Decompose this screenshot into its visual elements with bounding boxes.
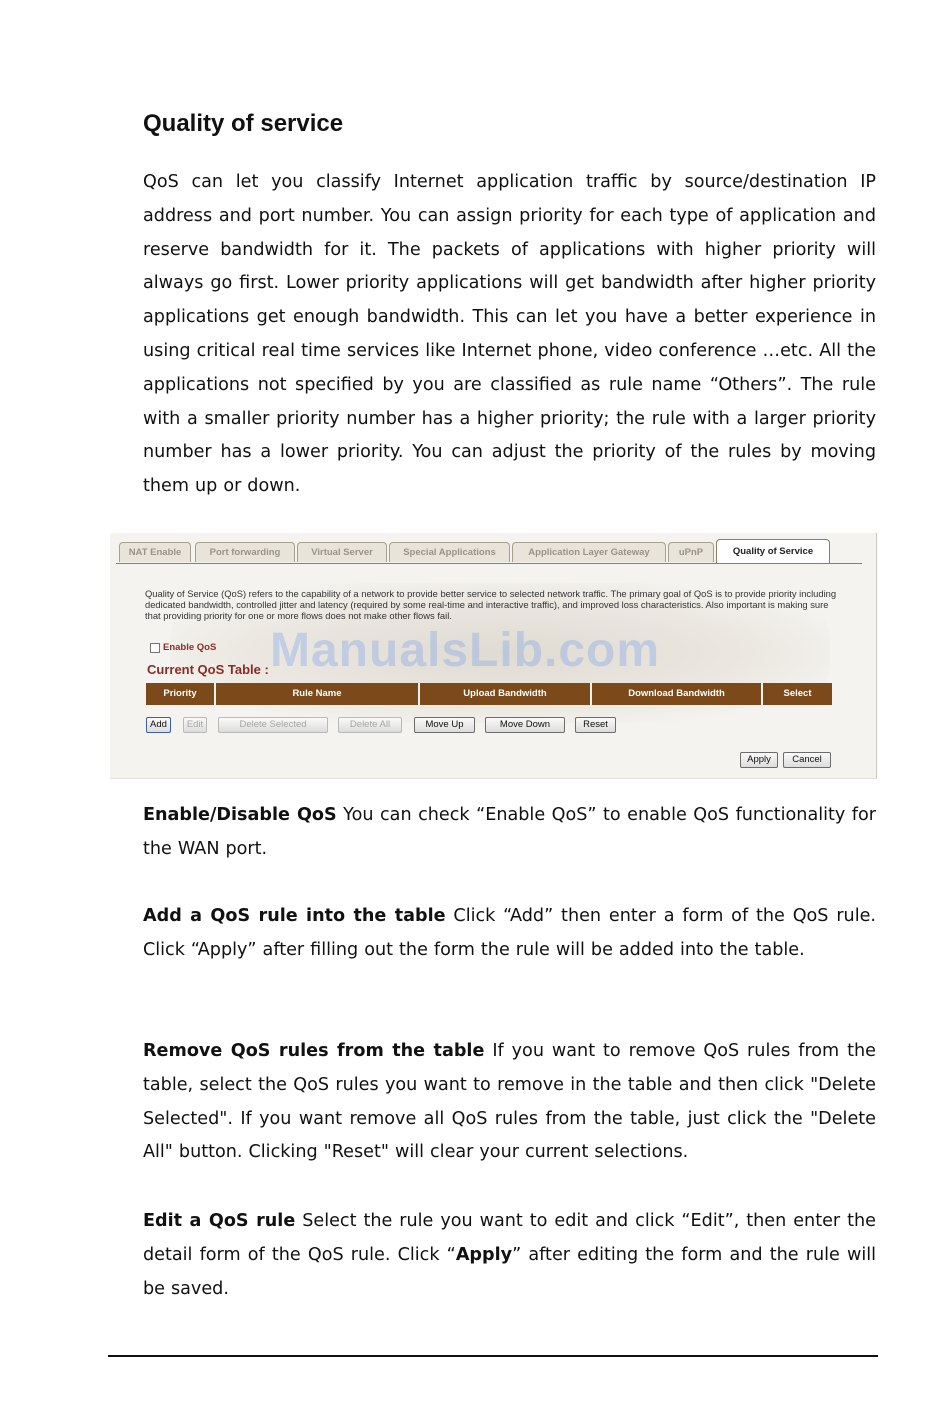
intro-paragraph: QoS can let you classify Internet application traffic by source/destination IP address and port number. You can assign priority for each type of application and reserve bandwidth for it. The packets of applications with higher priority will always go first. Lower priority applications will get bandwidth after higher priority applications get enough bandwidth. This can let you have a better experience in using critical real time services like Internet phone, video conference …etc. All the applications not specified by you are classified as rule name “Others”. The rule with a smaller priority number has a higher priority; the rule with a larger priority number has a lower priority. You can adjust the priority of the rules by moving them up or down. [143, 172, 876, 497]
apply-emphasis: Apply [455, 1244, 513, 1265]
tab-quality-of-service[interactable]: Quality of Service [716, 539, 830, 563]
column-download-bandwidth: Download Bandwidth [592, 683, 763, 705]
section-text-end: ” after editing the form and the rule will be saved. [143, 1244, 876, 1299]
delete-selected-button[interactable]: Delete Selected [218, 717, 328, 733]
tab-special-applications[interactable]: Special Applications [389, 542, 510, 562]
section-text: If you want to remove QoS rules from the table, select the QoS rules you want to remove in the table and then click "Delete Selected". If you want remove all QoS rules from the table, just click the "Delete All" button. Clicking "Reset" will clear your current selections. [143, 1041, 876, 1163]
section-label: Add a QoS rule into the table [143, 906, 446, 926]
section-enable-disable [143, 799, 876, 867]
watermark: ManualsLib.com [270, 624, 661, 677]
tab-nat-enable[interactable]: NAT Enable [119, 542, 191, 562]
tab-upnp[interactable]: uPnP [668, 542, 714, 562]
section-label: Remove QoS rules from the table [143, 1041, 485, 1061]
enable-qos[interactable] [150, 642, 216, 653]
cancel-button[interactable]: Cancel [783, 752, 831, 768]
section-text: Click “Add” then enter a form of the QoS rule. Click “Apply” after filling out the form the rule will be added into the table. [143, 906, 877, 960]
qos-screenshot [110, 533, 877, 779]
qos-table-header [146, 683, 832, 705]
add-button[interactable]: Add [146, 717, 171, 733]
section-label: Edit a QoS rule [143, 1211, 296, 1231]
tab-bar [116, 539, 862, 564]
enable-qos-label: Enable QoS [163, 642, 217, 653]
column-select: Select [763, 683, 832, 705]
tab-virtual-server[interactable]: Virtual Server [297, 542, 387, 562]
enable-qos-checkbox[interactable] [150, 643, 160, 653]
section-text: Select the rule you want to edit and click “Edit”, then enter the detail form of the QoS rule. Click “ [143, 1211, 876, 1265]
section-edit-rule [143, 1205, 876, 1306]
move-up-button[interactable]: Move Up [414, 717, 475, 733]
move-down-button[interactable]: Move Down [485, 717, 565, 733]
edit-button[interactable]: Edit [183, 717, 207, 733]
apply-button[interactable]: Apply [740, 752, 778, 768]
section-text: You can check “Enable QoS” to enable QoS functionality for the WAN port. [143, 805, 876, 859]
section-remove-rules [143, 1035, 876, 1170]
section-label: Enable/Disable QoS [143, 805, 337, 825]
reset-button[interactable]: Reset [575, 717, 616, 733]
tab-application-layer-gateway[interactable]: Application Layer Gateway [512, 542, 666, 562]
column-upload-bandwidth: Upload Bandwidth [420, 683, 592, 705]
qos-table-title: Current QoS Table : [147, 662, 269, 677]
qos-description: Quality of Service (QoS) refers to the capability of a network to provide better service to selected network traffic. The primary goal of QoS is to provide priority including dedicated bandwidth, controlled jitter and latency (required by some real-time and interactive traffic), and improved loss characteristics. Also important is making sure that providing priority for one or more flows does not make other flows fail. [145, 588, 837, 621]
column-rule-name: Rule Name [216, 683, 420, 705]
delete-all-button[interactable]: Delete All [338, 717, 402, 733]
footer-rule [108, 1355, 878, 1357]
page-title: Quality of service [143, 110, 344, 137]
tab-port-forwarding[interactable]: Port forwarding [195, 542, 295, 562]
column-priority: Priority [146, 683, 216, 705]
section-add-rule [143, 900, 876, 968]
